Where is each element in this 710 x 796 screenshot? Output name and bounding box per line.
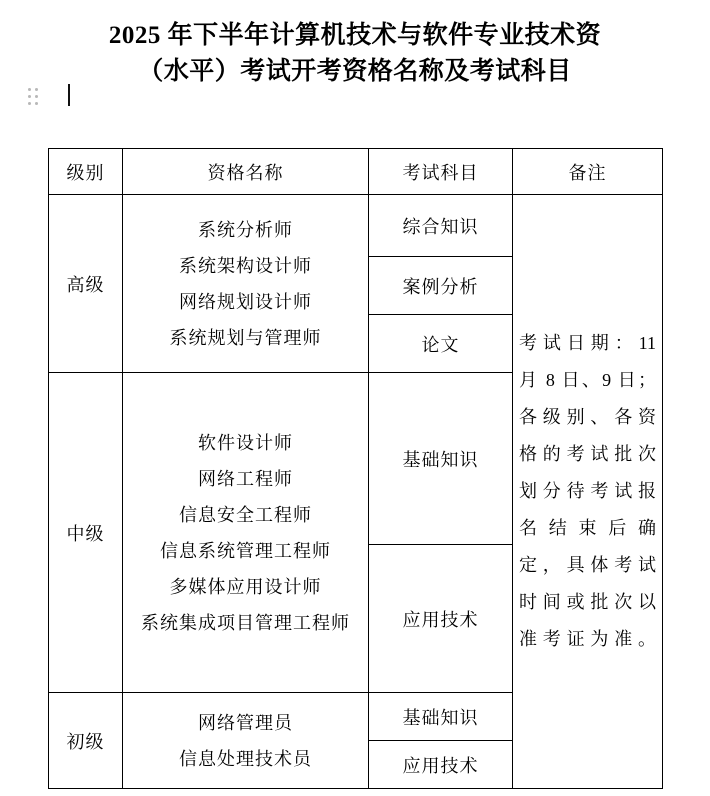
page-title-line-2: （水平）考试开考资格名称及考试科目: [138, 58, 572, 86]
qualification-item: 系统集成项目管理工程师: [141, 612, 350, 633]
drag-dot: [35, 95, 38, 98]
exam-table-container: [48, 148, 662, 789]
header-qualification: 资格名称: [123, 149, 369, 195]
qualification-item: 系统分析师: [198, 219, 293, 240]
drag-dot: [35, 88, 38, 91]
qualification-item: 网络工程师: [198, 468, 293, 489]
table-row: [49, 195, 663, 257]
qualification-item: 系统架构设计师: [179, 255, 312, 276]
note-line: 定，具体考试: [519, 554, 656, 575]
qualifications-intermediate: [123, 373, 369, 693]
note-line: 名结束后确: [519, 517, 656, 538]
note-cell: [513, 195, 663, 789]
level-intermediate: 中级: [49, 373, 123, 693]
note-line: 各级别、各资: [519, 407, 656, 428]
qualification-item: 系统规划与管理师: [169, 327, 322, 348]
subject-cell: 基础知识: [369, 373, 513, 545]
exam-table: [48, 148, 663, 789]
page-title: [0, 0, 710, 91]
subject-cell: 应用技术: [369, 545, 513, 693]
note-line: 准考证为准。: [519, 628, 656, 649]
drag-dot: [35, 102, 38, 105]
note-line: 考试日期：11: [519, 333, 656, 354]
subject-cell: 案例分析: [369, 257, 513, 315]
note-line: 时间或批次以: [519, 591, 656, 612]
header-note: 备注: [513, 149, 663, 195]
drag-dot: [28, 88, 31, 91]
subject-cell: 应用技术: [369, 741, 513, 789]
table-header-row: [49, 149, 663, 195]
qualification-item: 信息安全工程师: [179, 504, 312, 525]
qualification-item: 网络规划设计师: [179, 291, 312, 312]
qualification-item: 网络管理员: [198, 712, 293, 733]
header-level: 级别: [49, 149, 123, 195]
qualification-item: 信息处理技术员: [179, 748, 312, 769]
qualifications-advanced: [123, 195, 369, 373]
qualifications-junior: [123, 693, 369, 789]
note-line: 划分待考试报: [519, 481, 656, 502]
note-line: 格的考试批次: [519, 444, 656, 465]
qualification-item: 软件设计师: [198, 432, 293, 453]
subject-cell: 综合知识: [369, 195, 513, 257]
note-line: 月 8 日、9 日；: [519, 370, 656, 391]
header-subject: 考试科目: [369, 149, 513, 195]
text-cursor: [68, 84, 70, 106]
subject-cell: 论文: [369, 315, 513, 373]
qualification-item: 多媒体应用设计师: [169, 576, 322, 597]
page-title-line-1: 2025 年下半年计算机技术与软件专业技术资: [108, 22, 602, 49]
drag-dot: [28, 102, 31, 105]
drag-dot: [28, 95, 31, 98]
qualification-item: 信息系统管理工程师: [160, 540, 331, 561]
level-advanced: 高级: [49, 195, 123, 373]
level-junior: 初级: [49, 693, 123, 789]
subject-cell: 基础知识: [369, 693, 513, 741]
drag-handle-icon[interactable]: [28, 88, 40, 106]
